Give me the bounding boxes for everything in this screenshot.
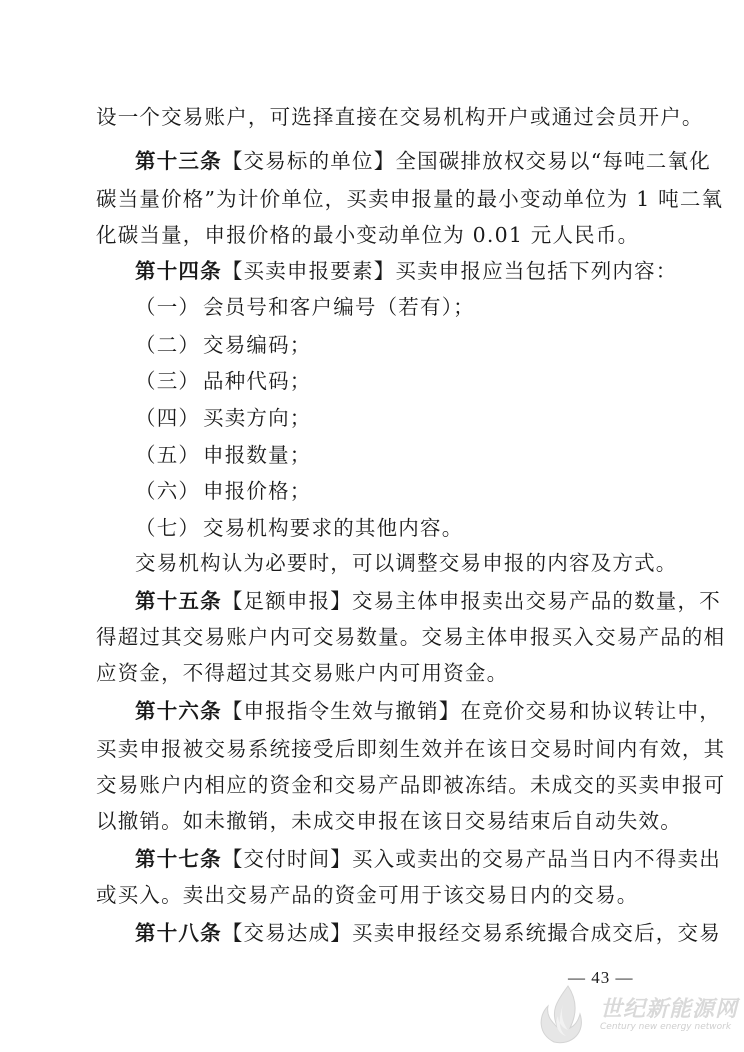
list-item-number: （二）: [135, 333, 201, 357]
list-item-number: （五）: [135, 443, 201, 467]
list-item: [135, 441, 695, 469]
paragraph-line: 应资金，不得超过其交易账户内可用资金。: [96, 661, 509, 685]
article-text: 【足额申报】交易主体申报卖出交易产品的数量，不: [221, 589, 721, 613]
list-item: [135, 514, 695, 542]
article-number: 第十七条: [135, 847, 222, 871]
article-text: 【交付时间】买入或卖出的交易产品当日内不得卖出: [221, 847, 721, 871]
list-item-number: （四）: [135, 406, 201, 430]
list-item: [135, 293, 695, 321]
list-item: [135, 331, 695, 359]
article-number: 第十八条: [135, 921, 222, 945]
list-item-number: （三）: [135, 369, 201, 393]
paragraph-line: 碳当量价格”为计价单位，买卖申报量的最小变动单位为 1 吨二氧: [96, 187, 724, 211]
article-text: 【交易达成】买卖申报经交易系统撮合成交后，交易: [221, 921, 721, 945]
list-item-text: 申报价格；: [203, 479, 312, 503]
article-18-heading: [135, 919, 721, 947]
article-text: 【申报指令生效与撤销】在竞价交易和协议转让中，: [221, 699, 721, 723]
article-number: 第十五条: [135, 589, 222, 613]
list-item-text: 买卖方向；: [203, 406, 312, 430]
flame-logo-icon: [528, 982, 594, 1046]
paragraph-line: 化碳当量，申报价格的最小变动单位为 0.01 元人民币。: [96, 223, 640, 247]
paragraph-line: 或买入。卖出交易产品的资金可用于该交易日内的交易。: [96, 883, 639, 907]
list-item-text: 申报数量；: [203, 443, 312, 467]
article-16-heading: [135, 697, 721, 725]
article-number: 第十四条: [135, 259, 222, 283]
list-item: [135, 367, 695, 395]
paragraph-line: 得超过其交易账户内可交易数量。交易主体申报买入交易产品的相: [96, 625, 726, 649]
article-14-heading: [135, 257, 695, 285]
article-text: 【买卖申报要素】买卖申报应当包括下列内容：: [221, 259, 678, 283]
list-item: [135, 477, 695, 505]
article-15-heading: [135, 587, 721, 615]
paragraph-line: 买卖申报被交易系统接受后即刻生效并在该日交易时间内有效，其: [96, 737, 726, 761]
article-number: 第十六条: [135, 699, 222, 723]
list-item-text: 交易编码；: [203, 333, 312, 357]
paragraph-line: 交易机构认为必要时，可以调整交易申报的内容及方式。: [135, 551, 678, 575]
paragraph-line: 以撤销。如未撤销，未成交申报在该日交易结束后自动失效。: [96, 809, 682, 833]
list-item: [135, 404, 695, 432]
page-number: — 43 —: [568, 968, 634, 987]
list-item-number: （一）: [135, 295, 201, 319]
list-item-text: 会员号和客户编号（若有）；: [203, 295, 475, 319]
article-17-heading: [135, 845, 721, 873]
watermark-text: 世纪新能源网: [600, 997, 739, 1022]
paragraph-line: 交易账户内相应的资金和交易产品即被冻结。未成交的买卖申报可: [96, 773, 726, 797]
list-item-text: 品种代码；: [203, 369, 312, 393]
list-item-text: 交易机构要求的其他内容。: [203, 516, 464, 540]
list-item-number: （六）: [135, 479, 201, 503]
list-item-number: （七）: [135, 516, 201, 540]
article-text: 【交易标的单位】全国碳排放权交易以“每吨二氧化: [221, 149, 711, 173]
article-number: 第十三条: [135, 149, 222, 173]
paragraph-line: 设一个交易账户，可选择直接在交易机构开户或通过会员开户。: [96, 105, 704, 129]
watermark-logo: [528, 982, 738, 1046]
watermark-subtext: Century new energy network: [600, 1022, 732, 1032]
article-13-heading: [135, 147, 711, 175]
